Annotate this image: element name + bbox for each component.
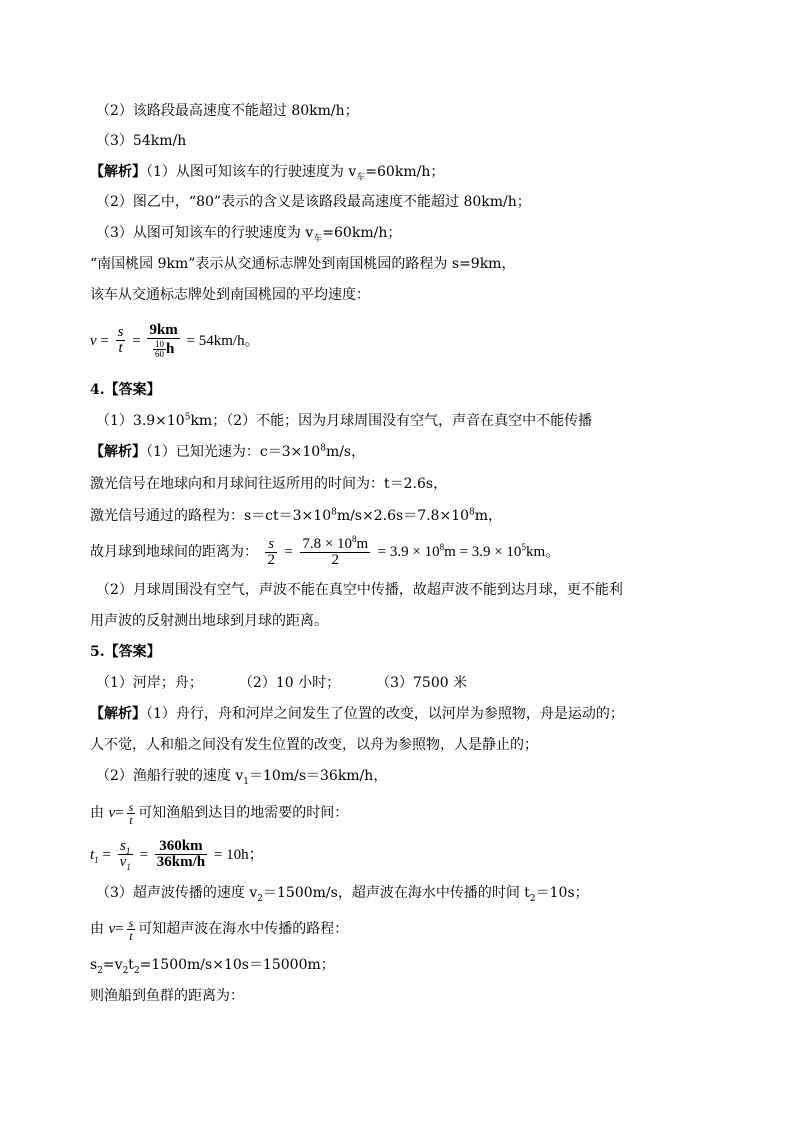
q4-analysis-line-1	[90, 442, 734, 462]
unit: km	[525, 544, 546, 560]
formula-v: v	[108, 921, 116, 937]
text: m = 3.9 × 10	[444, 544, 522, 560]
subscript: 车	[313, 233, 323, 244]
denominator: t	[129, 928, 133, 943]
formula-eq: =	[132, 332, 141, 349]
denominator: 2	[331, 551, 340, 568]
q5-analysis-line-5	[90, 834, 734, 874]
q3-formula	[90, 318, 734, 362]
numerator: 360km	[155, 839, 207, 855]
formula-result: = 10h	[213, 846, 249, 863]
superscript: 5	[184, 412, 191, 423]
numerator	[118, 839, 133, 855]
text: =60km/h；	[322, 225, 402, 241]
numerator: s	[128, 915, 134, 930]
formula-fraction-s1-over-v1	[118, 838, 133, 873]
numerator: s	[117, 324, 124, 341]
text: v	[119, 854, 127, 871]
q5-analysis-line-7	[90, 910, 734, 948]
superscript: 8	[439, 542, 445, 552]
q4-heading: 4.【答案】	[90, 382, 161, 398]
text: = 3.9 × 10	[377, 544, 440, 560]
formula-fraction-s-over-t	[127, 917, 136, 942]
subscript: 2	[97, 965, 103, 976]
q5-analysis-line-2: 人不觉，人和船之间没有发生位置的改变，以舟为参照物，人是静止的；	[90, 737, 538, 753]
text: ＝10m/s＝36km/h，	[249, 768, 388, 784]
text: m/s，	[325, 444, 366, 460]
text: 故月球到地球间的距离为：	[90, 544, 258, 560]
formula-eq: =	[115, 805, 124, 821]
formula-var: v	[90, 332, 97, 349]
denominator: 36km/h	[156, 854, 206, 871]
text: （3）从图可知该车的行驶速度为 v	[96, 225, 314, 241]
text: 可知渔船到达目的地需要的时间：	[138, 805, 349, 821]
superscript: 5	[521, 542, 526, 552]
text: （1）舟行，舟和河岸之间发生了位置的改变，以河岸为参照物，舟是运动的；	[146, 706, 624, 722]
q5-analysis-line-6	[96, 883, 734, 903]
q4-analysis-line-4	[90, 532, 734, 572]
formula-fraction-time	[155, 839, 207, 870]
q3-analysis-line-5: 该车从交通标志牌处到南国桃园的平均速度：	[90, 287, 370, 303]
formula-t1	[90, 835, 99, 875]
q5-analysis-line-3	[96, 766, 734, 786]
formula-eq: =	[115, 921, 124, 937]
superscript: 8	[469, 507, 475, 518]
subscript: 车	[356, 172, 366, 183]
text: m，	[474, 508, 503, 524]
text: （2）渔船行驶的速度 v	[96, 768, 244, 784]
formula-fraction-s-over-t	[116, 325, 126, 356]
text: ＝10s；	[535, 885, 589, 901]
answer-2: （2）10 小时；	[238, 675, 341, 691]
punct: 。	[545, 544, 561, 560]
subscript: 1	[94, 854, 99, 865]
inner-numerator: 10	[154, 338, 164, 349]
text: 7.8 × 10	[302, 535, 353, 552]
inner-fraction	[153, 340, 166, 359]
formula-fraction-s-over-2	[265, 537, 277, 568]
denominator: t	[118, 340, 123, 357]
analysis-tag: 【解析】	[90, 164, 146, 180]
text: t	[128, 957, 134, 973]
analysis-tag: 【解析】	[90, 706, 146, 722]
numerator	[300, 533, 370, 553]
text: （1）已知光速为：c＝3×10	[146, 444, 321, 460]
q3-analysis-line-2: （2）图乙中，“80”表示的含义是该路段最高速度不能超过 80km/h；	[96, 194, 531, 210]
formula-eq: =	[100, 332, 109, 349]
subscript: 2	[133, 965, 140, 976]
formula-fraction-s-over-t	[127, 801, 136, 826]
q3-analysis-line-3	[96, 223, 734, 243]
subscript: 1	[243, 776, 250, 787]
numerator: 9km	[149, 321, 178, 338]
answer-1: （1）河岸；舟；	[96, 675, 203, 691]
subscript: 2	[257, 893, 264, 904]
q5-analysis-line-1	[90, 704, 734, 724]
text: （3）超声波传播的速度 v	[96, 885, 258, 901]
text: （1）从图可知该车的行驶速度为 v	[146, 164, 357, 180]
denominator: 2	[267, 551, 275, 568]
q3-answer-3: （3）54km/h	[96, 133, 187, 149]
punct: ；	[248, 846, 264, 863]
q4-analysis-line-3	[90, 506, 734, 526]
formula-eq: =	[139, 846, 149, 863]
text: 可知超声波在海水中传播的路程：	[138, 921, 349, 937]
q4-analysis-line-2: 激光信号在地球向和月球间往返所用的时间为：t＝2.6s，	[90, 476, 448, 492]
q4-answer	[96, 411, 734, 431]
q5-heading: 5.【答案】	[90, 644, 161, 660]
superscript: 8	[320, 443, 326, 454]
denominator	[147, 339, 179, 359]
text: t	[90, 846, 95, 863]
q3-analysis-line-4: “南国桃园 9km”表示从交通标志牌处到南国桃园的路程为 s=9km，	[90, 256, 516, 272]
text: 由	[90, 921, 104, 937]
unit: h	[165, 340, 175, 357]
q5-analysis-line-9: 则渔船到鱼群的距离为：	[90, 988, 244, 1004]
formula-fraction-main	[147, 323, 179, 359]
q4-analysis-line-5: （2）月球周围没有空气，声波不能在真空中传播，故超声波不能到达月球，更不能利	[96, 582, 623, 598]
punct: 。	[244, 332, 260, 349]
q4-analysis-line-6: 用声波的反射测出地球到月球的距离。	[90, 613, 328, 629]
formula-result	[378, 532, 560, 572]
formula-eq: =	[102, 846, 111, 863]
text: s	[90, 957, 98, 973]
text: （1）3.9×10	[96, 413, 185, 429]
q3-answer-2: （2）该路段最高速度不能超过 80km/h；	[96, 103, 359, 119]
denominator: t	[129, 812, 133, 827]
subscript: 2	[122, 965, 129, 976]
text: 激光信号通过的路程为：s＝ct＝3×10	[90, 508, 332, 524]
q3-analysis-line-1	[90, 162, 734, 182]
q5-answer	[96, 673, 734, 693]
inner-denominator: 60	[154, 348, 164, 359]
subscript: 1	[125, 846, 131, 857]
text: =60km/h；	[365, 164, 445, 180]
text: m/s×2.6s＝7.8×10	[336, 508, 470, 524]
answer-3: （3）7500 米	[376, 675, 468, 691]
formula-eq: =	[284, 544, 293, 560]
text: s	[120, 838, 126, 855]
formula-fraction-distance	[300, 533, 370, 568]
subscript: 1	[126, 862, 131, 873]
text: =1500m/s×10s＝15000m；	[139, 957, 335, 973]
analysis-tag: 【解析】	[90, 444, 146, 460]
formula-result: = 54km/h	[186, 332, 245, 349]
subscript: 2	[529, 893, 536, 904]
text: 由	[90, 805, 104, 821]
numerator: s	[128, 799, 134, 814]
q5-analysis-line-4	[90, 794, 734, 832]
formula-v: v	[108, 805, 116, 821]
numerator: s	[265, 537, 277, 553]
text: km；（2）不能；因为月球周围没有空气，声音在真空中不能传播	[190, 413, 593, 429]
denominator	[118, 854, 133, 873]
q5-analysis-line-8	[90, 955, 734, 975]
superscript: 8	[331, 507, 337, 518]
superscript: 8	[352, 533, 357, 544]
text: =v	[102, 957, 123, 973]
unit: m	[356, 535, 369, 552]
text: ＝1500m/s，超声波在海水中传播的时间 t	[263, 885, 530, 901]
